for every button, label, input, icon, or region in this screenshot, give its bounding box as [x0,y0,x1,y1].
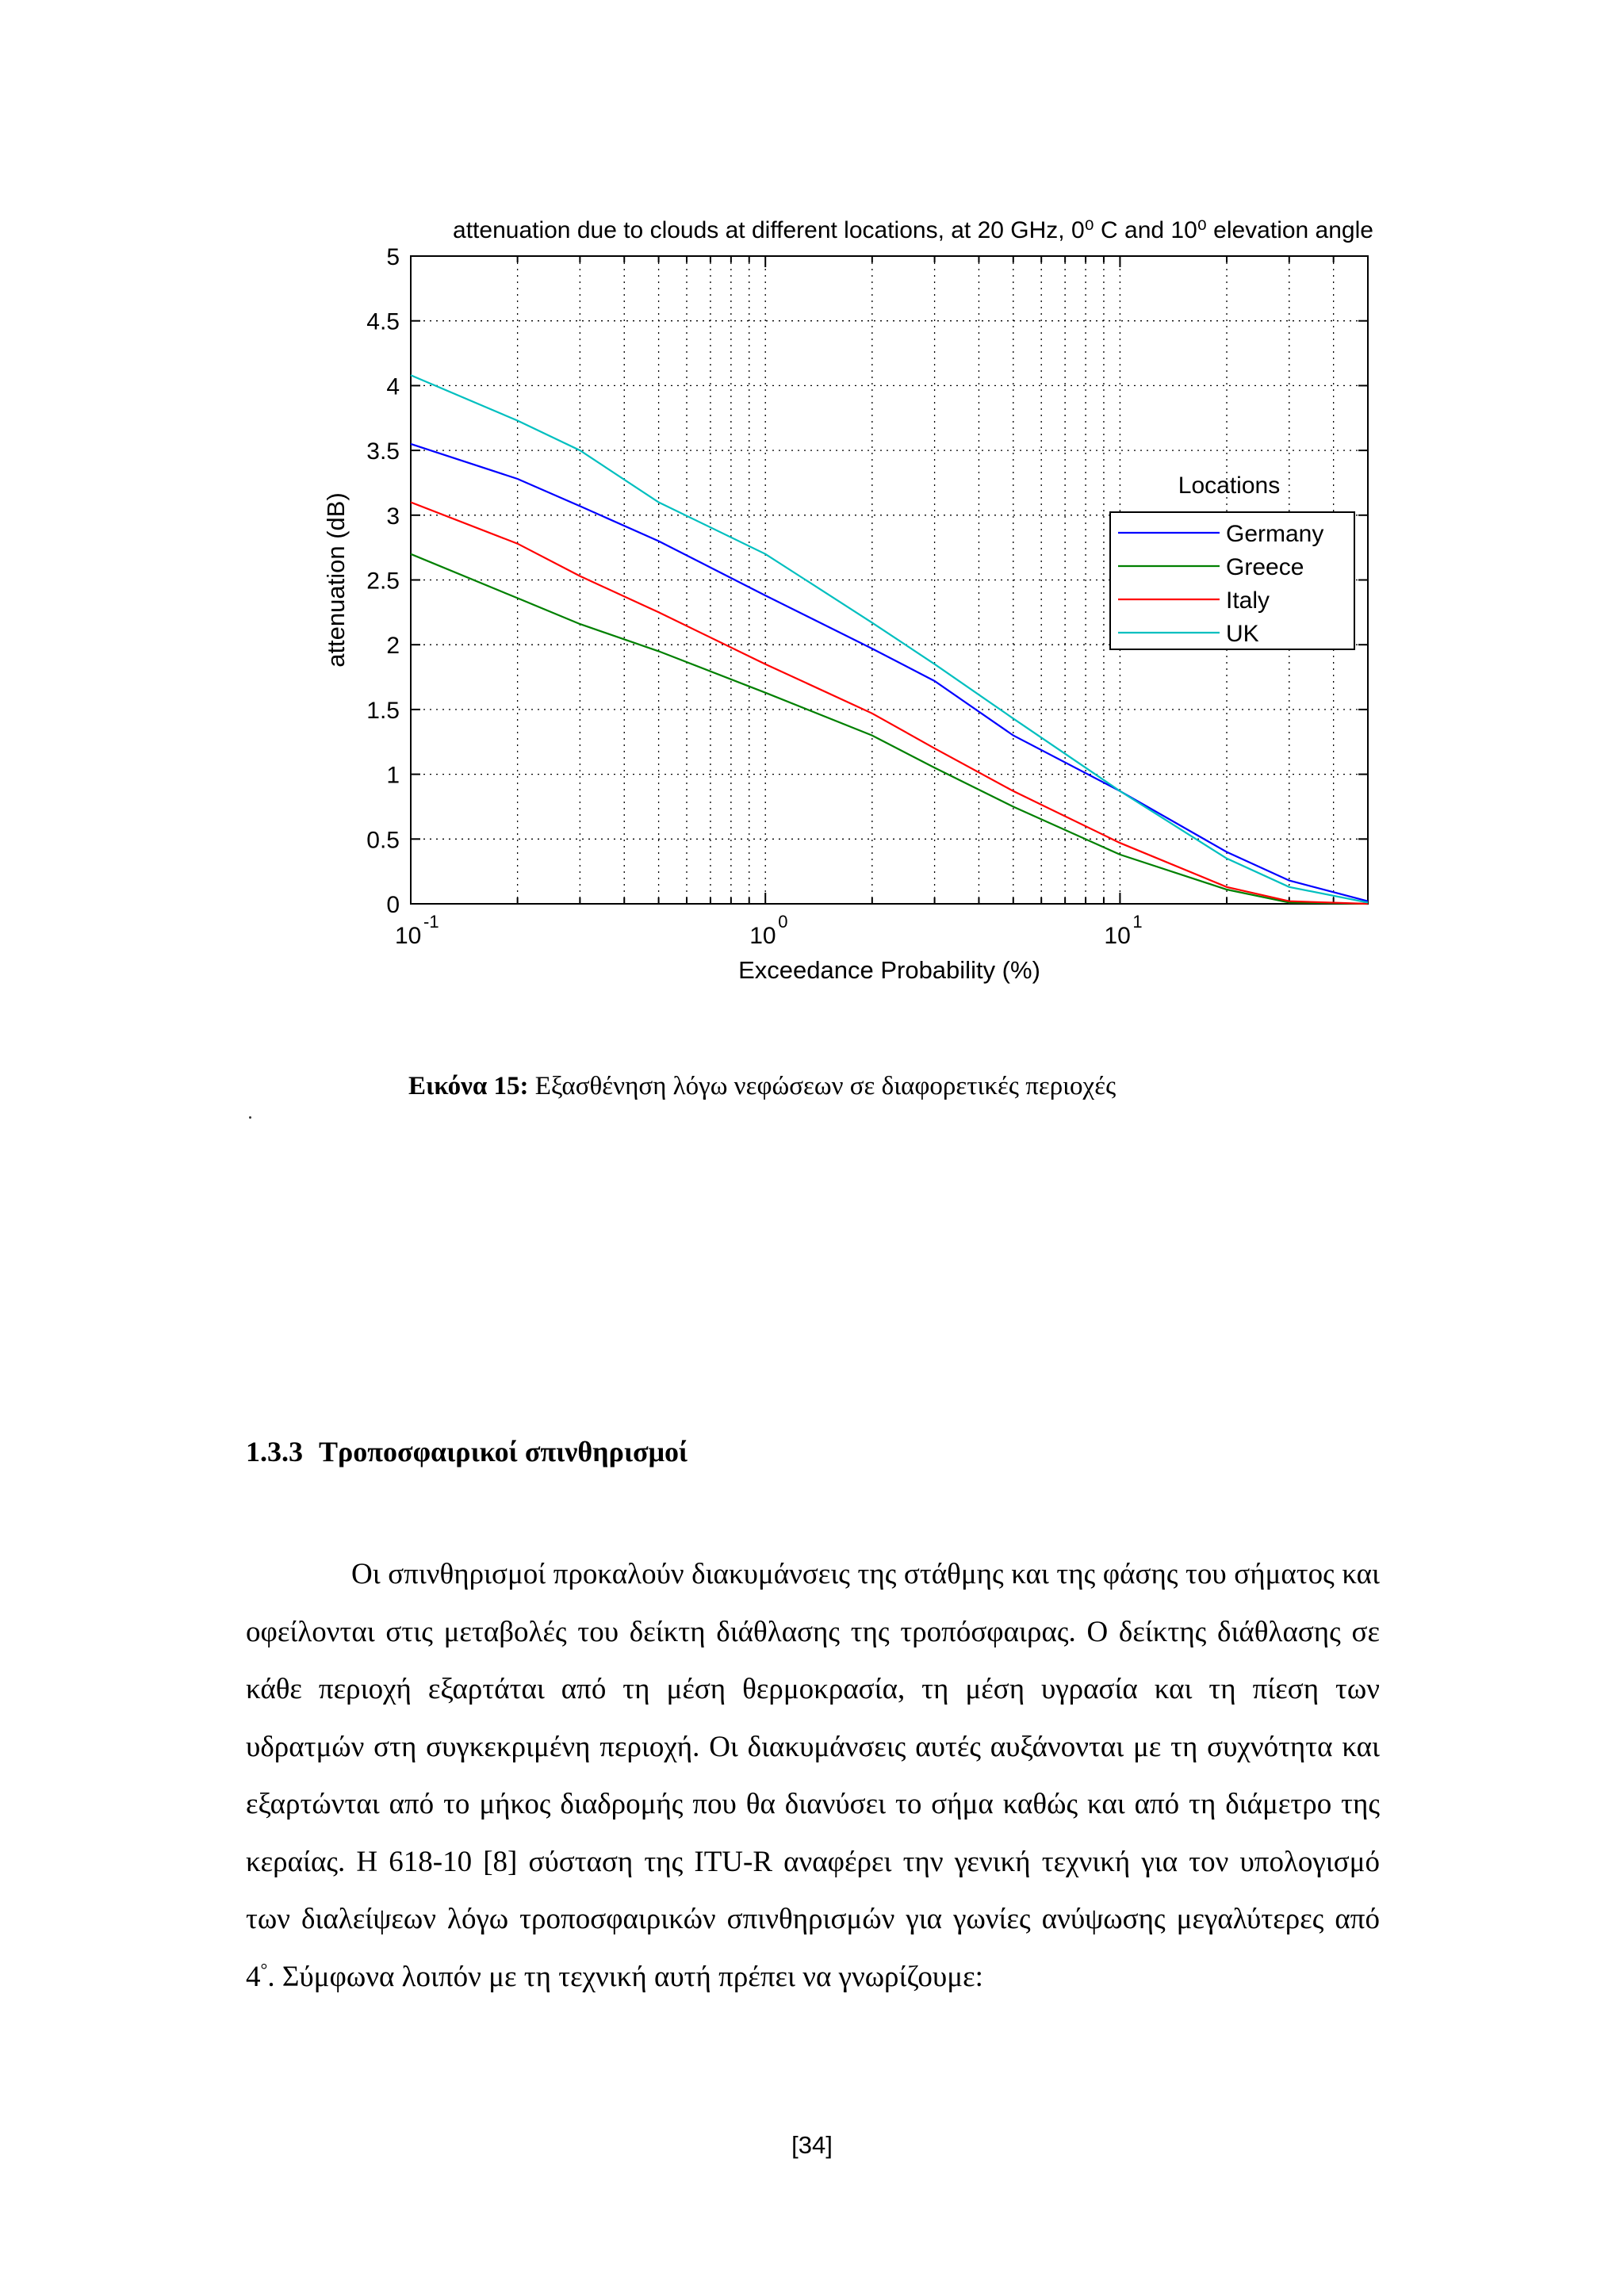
body-text [246,1546,1380,2006]
y-tick-label: 4 [386,373,400,400]
figure-caption-text: Εξασθένηση λόγω νεφώσεων σε διαφορετικές περιοχές [528,1072,1116,1100]
x-tick-label-base: 10 [395,923,422,949]
chart-title: attenuation due to clouds at different locations, at 20 GHz, 0⁰ C and 10⁰ elevation angle [453,217,1373,243]
legend-entry: UK [1226,621,1259,647]
legend-entry: Greece [1226,554,1304,580]
y-axis-label: attenuation (dB) [322,492,350,668]
y-tick-label: 4.5 [366,308,400,335]
y-tick-label: 2.5 [366,568,400,595]
figure-caption [408,1072,1360,1101]
paragraph-text: Οι σπινθηρισμοί προκαλούν διακυμάνσεις της στάθμης και της φάσης του σήματος και οφείλονται στις μεταβολές του δείκτη διάθλασης της τροπόσφαιρας. Ο δείκτης διάθλασης σε κάθε περιοχή εξαρτάται από τη μέση θερμοκρασία, τη μέση υγρασία και τη πίεση των υδρατμών στη συγκεκριμένη περιοχή. Οι διακυμάνσεις αυτές αυξάνονται με τη συχνότητα και εξαρτώνται από το μήκος διαδρομής που θα διανύσει το σήμα καθώς και από τη διάμετρο της κεραίας. Η 618-10 [8] σύσταση της ITU-R αναφέρει την γενική τεχνική για τον υπολογισμό των διαλείψεων λόγω τροποσφαιρικών σπινθηρισμών για γωνίες ανύψωσης μεγαλύτερες από 4 [246,1558,1380,1993]
attenuation-chart [0,0,1624,1031]
section-heading [246,1435,688,1468]
y-tick-label: 1.5 [366,697,400,724]
x-tick-label [1104,912,1142,949]
section-number: 1.3.3 [246,1436,303,1468]
stray-dot [249,1116,251,1119]
x-axis-label: Exceedance Probability (%) [738,956,1040,984]
x-tick-label-base: 10 [749,923,776,949]
legend-entry: Italy [1226,587,1270,614]
y-tick-label: 3 [386,503,400,530]
x-tick-label [749,912,787,949]
y-tick-label: 0 [386,892,400,918]
section-title: Τροποσφαιρικοί σπινθηρισμοί [319,1436,688,1468]
x-tick-label-exponent: 1 [1132,912,1143,932]
y-tick-label: 5 [386,244,400,270]
x-tick-label [395,912,439,949]
y-tick-label: 0.5 [366,827,400,854]
y-tick-label: 3.5 [366,438,400,465]
y-tick-label: 1 [386,762,400,789]
paragraph [246,1546,1380,2006]
x-tick-label-exponent: 0 [778,912,788,932]
legend-entry: Germany [1226,521,1324,547]
page-number: [34] [791,2131,833,2159]
degree-superscript: ° [260,1959,268,1980]
figure-caption-label: Εικόνα 15: [408,1072,529,1100]
legend-title: Locations [1178,473,1281,499]
paragraph-text-end: . Σύμφωνα λοιπόν με τη τεχνική αυτή πρέπει να γνωρίζουμε: [267,1960,983,1993]
x-tick-label-base: 10 [1104,923,1131,949]
x-tick-label-exponent: -1 [423,912,439,932]
y-tick-label: 2 [386,633,400,660]
